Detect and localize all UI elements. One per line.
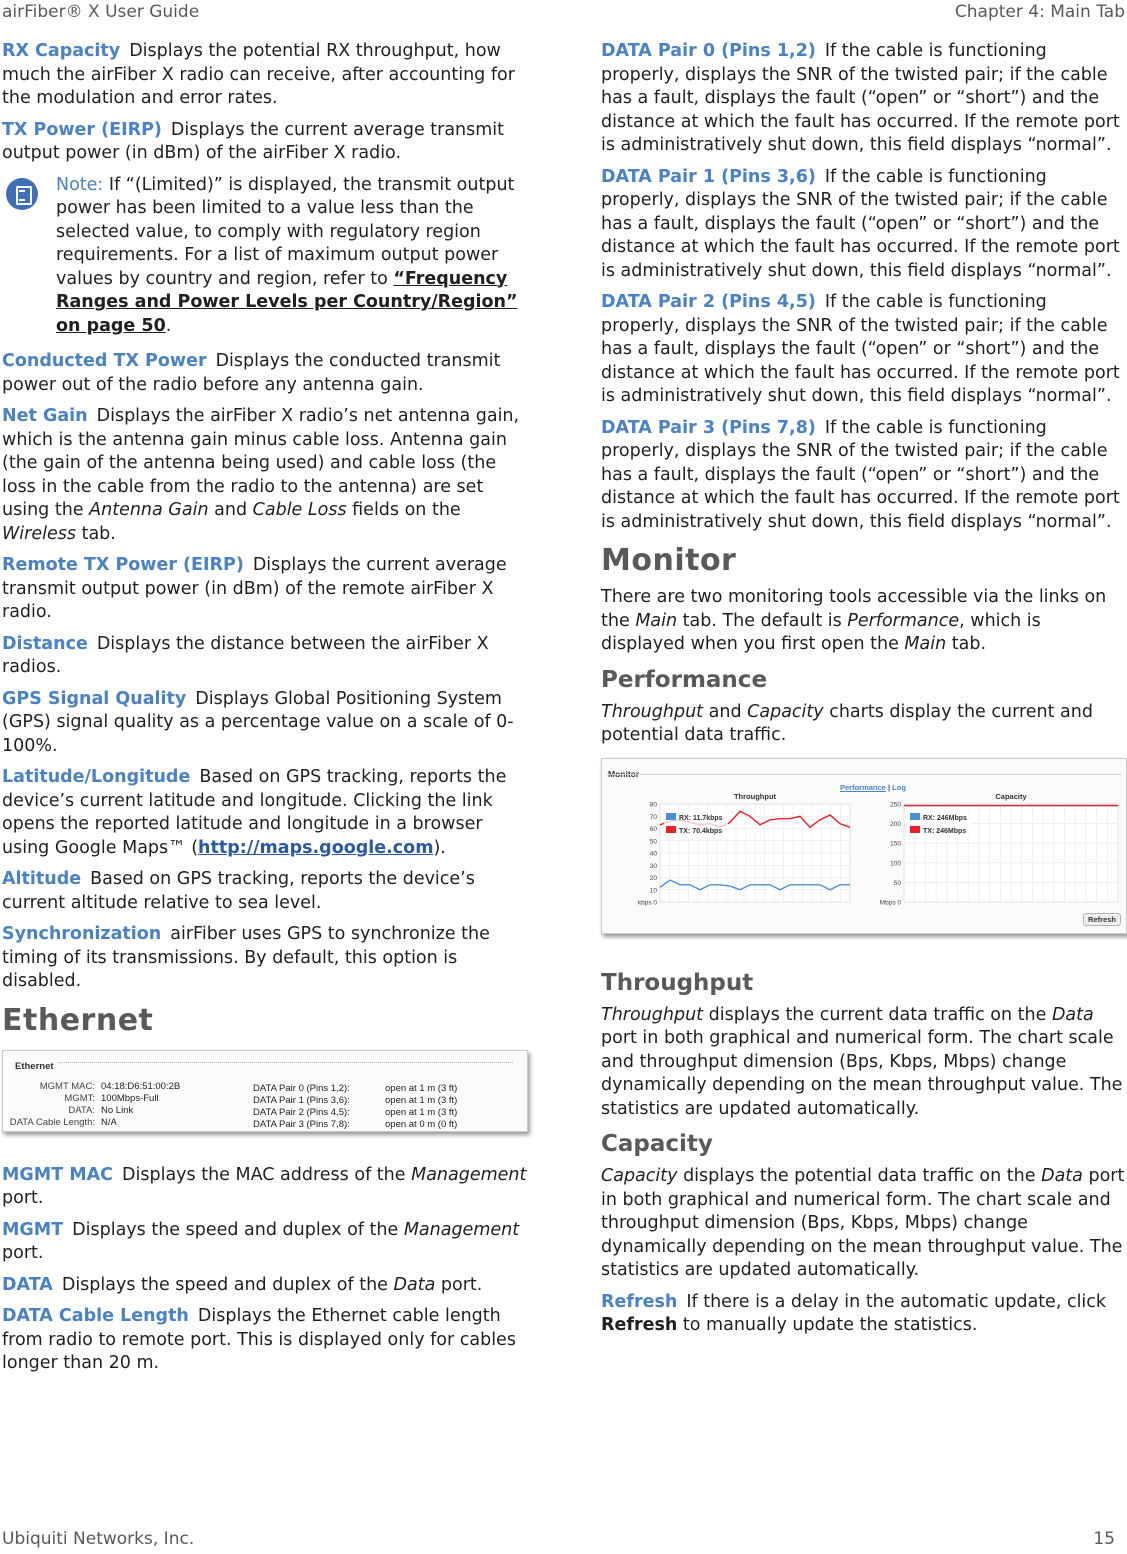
cable-length-term: DATA Cable Length bbox=[2, 1306, 189, 1326]
throughput-tick-label: 50 bbox=[649, 837, 657, 845]
data-text: Displays the speed and duplex of the bbox=[61, 1274, 388, 1295]
performance-intro bbox=[601, 701, 1125, 748]
tab-log[interactable]: Log bbox=[892, 782, 906, 792]
data-pair-0-text: If the cable is functioning properly, displays the SNR of the twisted pair; if the cable has a fault, displays the fault (“open” or “short”) and the distance at which the fault has occurred. If the remote port is administratively shut down, this field displays “normal”. bbox=[601, 41, 1120, 155]
net-gain-text3: tab. bbox=[81, 523, 116, 544]
throughput-chart-title: Throughput bbox=[733, 791, 777, 801]
synchronization-term: Synchronization bbox=[2, 924, 162, 944]
throughput-tick-label: 20 bbox=[649, 874, 657, 882]
tx-power-text: Displays the current average transmit output power (in dBm) of the airFiber X radio. bbox=[2, 119, 505, 163]
mgmt-text: Displays the speed and duplex of the bbox=[72, 1219, 399, 1240]
note-icon bbox=[6, 178, 38, 210]
gps-quality-text: Displays Global Positioning System (GPS) signal quality as a percentage value on a scale of 0-100%. bbox=[2, 688, 514, 756]
remote-tx-entry bbox=[2, 554, 527, 625]
eth-row-mgmt bbox=[3, 1093, 243, 1104]
eth-value: No Link bbox=[101, 1104, 134, 1116]
capacity-tick-label: 200 bbox=[890, 820, 901, 828]
refresh-text2: to manually update the statistics. bbox=[682, 1315, 978, 1335]
eth-row-mgmt-mac bbox=[3, 1081, 243, 1092]
throughput-desc bbox=[601, 1004, 1125, 1122]
mgmt-mac-text: Displays the MAC address of the bbox=[122, 1164, 406, 1185]
eth-value: open at 1 m (3 ft) bbox=[385, 1082, 458, 1094]
eth-value: open at 1 m (3 ft) bbox=[385, 1106, 458, 1118]
conducted-tx-text: Displays the conducted transmit power out of the radio before any antenna gain. bbox=[2, 351, 501, 395]
distance-term: Distance bbox=[2, 633, 88, 654]
data-pair-2-term: DATA Pair 2 (Pins 4,5) bbox=[601, 292, 816, 312]
eth-label: MGMT: bbox=[64, 1092, 95, 1104]
conducted-tx-entry bbox=[2, 350, 527, 397]
refresh-text: If there is a delay in the automatic update, click bbox=[686, 1291, 1107, 1312]
throughput-legend-swatch-rx bbox=[666, 813, 676, 820]
eth-label: DATA Cable Length: bbox=[9, 1116, 95, 1128]
mgmt-mac-term: MGMT MAC bbox=[2, 1164, 114, 1185]
monitor-intro-text2: tab. The default is bbox=[682, 610, 842, 631]
eth-value: 04:18:D6:51:00:2B bbox=[101, 1080, 181, 1092]
tab-separator: | bbox=[887, 782, 891, 792]
capacity-desc bbox=[601, 1165, 1125, 1283]
data-pair-3-text: If the cable is functioning properly, displays the SNR of the twisted pair; if the cable has a fault, displays the fault (“open” or “short”) and the distance at which the fault has occurred. If the remote port is administratively shut down, this field displays “normal”. bbox=[601, 417, 1120, 532]
capacity-tick-label: 100 bbox=[890, 859, 901, 867]
performance-charts bbox=[602, 759, 1127, 935]
eth-row-pair-2 bbox=[253, 1107, 523, 1118]
main-tab-ref: Main bbox=[904, 634, 947, 654]
refresh-term: Refresh bbox=[601, 1291, 678, 1312]
altitude-text: Based on GPS tracking, reports the device’s current altitude relative to sea level. bbox=[2, 869, 475, 913]
eth-row-cable-length bbox=[3, 1117, 243, 1128]
eth-label: DATA Pair 3 (Pins 7,8): bbox=[253, 1118, 350, 1130]
throughput-legend-swatch-tx bbox=[666, 826, 676, 833]
refresh-button-ref: Refresh bbox=[601, 1315, 678, 1335]
eth-label: DATA Pair 2 (Pins 4,5): bbox=[253, 1106, 350, 1118]
mgmt-mac-end: port. bbox=[2, 1188, 44, 1208]
eth-row-data bbox=[3, 1105, 243, 1116]
capacity-tick-label: 50 bbox=[893, 879, 901, 887]
throughput-tick-label: 60 bbox=[649, 825, 657, 833]
throughput-tick-label: 30 bbox=[649, 862, 657, 870]
lat-long-end: ). bbox=[433, 837, 446, 858]
lat-long-entry bbox=[2, 766, 527, 860]
eth-label: MGMT MAC: bbox=[39, 1080, 95, 1092]
conducted-tx-term: Conducted TX Power bbox=[2, 351, 207, 371]
data-port-ref: Data bbox=[393, 1274, 436, 1295]
data-pair-1-text: If the cable is functioning properly, displays the SNR of the twisted pair; if the cable has a fault, displays the fault (“open” or “short”) and the distance at which the fault has occurred. If the remote port is administratively shut down, this field displays “normal”. bbox=[601, 166, 1120, 281]
footer-page-number: 15 bbox=[1093, 1529, 1115, 1549]
eth-label: DATA: bbox=[68, 1104, 95, 1116]
eth-label: DATA Pair 0 (Pins 1,2): bbox=[253, 1082, 350, 1094]
capacity-legend-swatch-rx bbox=[910, 813, 920, 820]
data-end: port. bbox=[440, 1274, 483, 1295]
throughput-tick-label: 70 bbox=[649, 813, 657, 821]
synchronization-entry bbox=[2, 923, 527, 994]
net-gain-text: Displays the airFiber X radio’s net antenna gain, which is the antenna gain minus cable loss. Antenna gain (the gain of the antenna being used) and cable loss (the loss in the cable from the radio to the antenna) are set using the bbox=[2, 406, 520, 520]
management-port-ref: Management bbox=[403, 1219, 520, 1240]
tx-power-entry bbox=[2, 119, 527, 166]
data-pair-3-term: DATA Pair 3 (Pins 7,8) bbox=[601, 417, 816, 438]
header-guide-title: airFiber® X User Guide bbox=[2, 2, 200, 22]
lat-long-term: Latitude/Longitude bbox=[2, 767, 191, 787]
gps-quality-entry bbox=[2, 688, 527, 759]
monitor-intro-text: There are two monitoring tools accessible via the links on the bbox=[601, 587, 1107, 631]
cable-length-text: Displays the Ethernet cable length from radio to remote port. This is displayed only for cables longer than 20 m. bbox=[2, 1306, 516, 1373]
data-pair-2-entry bbox=[601, 291, 1125, 409]
antenna-gain-field-ref: Antenna Gain bbox=[89, 500, 209, 520]
throughput-tick-label: 40 bbox=[649, 850, 657, 857]
mgmt-end: port. bbox=[2, 1243, 44, 1263]
capacity-tick-label: Mbps 0 bbox=[879, 899, 901, 906]
throughput-text2: port in both graphical and numerical form. The chart scale and throughput dimension (Bps, Kbps, Mbps) change dynamically depending on the mean throughput value. The statistics are updated automatically. bbox=[601, 1028, 1123, 1119]
capacity-term: Capacity bbox=[601, 1166, 678, 1186]
synchronization-text: airFiber uses GPS to synchronize the timing of its transmissions. By default, this option is disabled. bbox=[2, 924, 490, 991]
eth-row-pair-0 bbox=[253, 1083, 523, 1094]
capacity-text2: port in both graphical and numerical form. The chart scale and throughput dimension (Bps, Kbps, Mbps) change dynamically depending on the mean throughput value. The statistics are updated automatically. bbox=[601, 1166, 1125, 1280]
cable-length-entry bbox=[2, 1305, 527, 1376]
monitor-heading: Monitor bbox=[601, 543, 737, 578]
throughput-tick-label: 80 bbox=[649, 801, 657, 808]
monitor-intro-text3: , which is displayed when you first open the bbox=[601, 610, 1041, 654]
note-box bbox=[2, 174, 527, 339]
mgmt-term: MGMT bbox=[2, 1219, 64, 1240]
rx-capacity-term: RX Capacity bbox=[2, 41, 121, 61]
ethernet-panel-title: Ethernet bbox=[15, 1060, 54, 1072]
throughput-heading: Throughput bbox=[601, 969, 754, 996]
left-column bbox=[2, 40, 527, 1384]
management-port-ref: Management bbox=[411, 1164, 527, 1185]
data-entry bbox=[2, 1274, 527, 1298]
wireless-tab-ref: Wireless bbox=[2, 523, 76, 544]
mgmt-entry bbox=[2, 1219, 527, 1266]
header-chapter-title: Chapter 4: Main Tab bbox=[954, 2, 1125, 22]
capacity-legend-swatch-tx bbox=[910, 826, 920, 833]
note-end: . bbox=[165, 315, 172, 336]
main-tab-ref: Main bbox=[635, 610, 678, 631]
rx-capacity-entry bbox=[2, 40, 527, 111]
data-pair-1-entry bbox=[601, 166, 1125, 284]
data-pair-3-entry bbox=[601, 417, 1125, 535]
capacity-text: displays the potential data traffic on the bbox=[683, 1166, 1036, 1186]
data-port-ref: Data bbox=[1041, 1166, 1083, 1186]
throughput-tick-label: 10 bbox=[649, 886, 657, 894]
performance-heading: Performance bbox=[601, 666, 768, 693]
capacity-legend-label-tx: TX: 246Mbps bbox=[923, 827, 967, 835]
throughput-legend-label-tx: TX: 70.4kbps bbox=[679, 827, 723, 835]
note-text: If “(Limited)” is displayed, the transmit output power has been limited to a value less than the selected value, to comply with regulatory region requirements. For a list of maximum output power values by country and region, refer to bbox=[56, 174, 515, 289]
capacity-ref: Capacity bbox=[747, 701, 824, 722]
ethernet-panel-divider bbox=[59, 1062, 513, 1063]
net-gain-text2: fields on the bbox=[352, 500, 461, 520]
performance-intro-text: charts display the current and potential data traffic. bbox=[601, 701, 1093, 745]
ethernet-heading: Ethernet bbox=[2, 1002, 154, 1038]
performance-and: and bbox=[708, 701, 742, 722]
remote-tx-text: Displays the current average transmit output power (in dBm) of the remote airFiber X radio. bbox=[2, 555, 507, 622]
throughput-ref: Throughput bbox=[601, 701, 704, 722]
rx-capacity-text: Displays the potential RX throughput, how much the airFiber X radio can receive, after accounting for the modulation and error rates. bbox=[2, 41, 515, 108]
eth-value: N/A bbox=[101, 1116, 117, 1128]
eth-value: open at 0 m (0 ft) bbox=[385, 1118, 458, 1130]
capacity-legend-label-rx: RX: 246Mbps bbox=[923, 814, 967, 822]
eth-value: open at 1 m (3 ft) bbox=[385, 1094, 458, 1106]
net-gain-and: and bbox=[214, 500, 248, 520]
refresh-entry bbox=[601, 1291, 1125, 1338]
distance-text: Displays the distance between the airFiber X radios. bbox=[2, 633, 489, 677]
google-maps-link[interactable]: http://maps.google.com bbox=[198, 837, 434, 858]
right-column bbox=[601, 40, 1125, 1346]
eth-row-pair-1 bbox=[253, 1095, 523, 1106]
eth-value: 100Mbps-Full bbox=[101, 1092, 159, 1104]
throughput-term: Throughput bbox=[601, 1004, 704, 1025]
throughput-legend-label-rx: RX: 11.7kbps bbox=[679, 814, 723, 822]
throughput-tick-label: kbps 0 bbox=[637, 899, 657, 906]
refresh-button[interactable]: Refresh bbox=[1083, 913, 1121, 926]
monitor-intro-text4: tab. bbox=[951, 634, 987, 654]
eth-label: DATA Pair 1 (Pins 3,6): bbox=[253, 1094, 350, 1106]
cable-loss-field-ref: Cable Loss bbox=[252, 500, 347, 520]
remote-tx-term: Remote TX Power (EIRP) bbox=[2, 555, 244, 575]
data-pair-2-text: If the cable is functioning properly, displays the SNR of the twisted pair; if the cable has a fault, displays the fault (“open” or “short”) and the distance at which the fault has occurred. If the remote port is administratively shut down, this field displays “normal”. bbox=[601, 292, 1120, 406]
data-term: DATA bbox=[2, 1274, 53, 1295]
note-label: Note: bbox=[56, 174, 104, 195]
altitude-term: Altitude bbox=[2, 869, 82, 889]
capacity-chart-title: Capacity bbox=[995, 791, 1027, 801]
tx-power-term: TX Power (EIRP) bbox=[2, 119, 162, 140]
note-cross-reference-link[interactable]: “Frequency Ranges and Power Levels per Country/Region” on page 50 bbox=[56, 268, 518, 336]
capacity-tick-label: 150 bbox=[890, 840, 901, 848]
monitor-panel-title: Monitor bbox=[608, 768, 640, 779]
distance-entry bbox=[2, 633, 527, 680]
data-pair-1-term: DATA Pair 1 (Pins 3,6) bbox=[601, 166, 816, 187]
capacity-tick-label: 250 bbox=[890, 801, 901, 808]
performance-ref: Performance bbox=[847, 610, 960, 631]
monitor-intro bbox=[601, 586, 1125, 657]
eth-row-pair-3 bbox=[253, 1119, 523, 1130]
mgmt-mac-entry bbox=[2, 1164, 527, 1211]
monitor-screenshot bbox=[601, 758, 1127, 934]
ethernet-screenshot bbox=[2, 1050, 528, 1132]
footer-company: Ubiquiti Networks, Inc. bbox=[2, 1529, 195, 1549]
gps-quality-term: GPS Signal Quality bbox=[2, 688, 187, 709]
tab-performance[interactable]: Performance bbox=[840, 782, 886, 792]
capacity-heading: Capacity bbox=[601, 1131, 713, 1157]
lat-long-text: Based on GPS tracking, reports the device’s current latitude and longitude. Clicking the link opens the reported latitude and longitude in a browser using Google Maps™ ( bbox=[2, 767, 507, 858]
net-gain-entry bbox=[2, 405, 527, 546]
data-port-ref: Data bbox=[1051, 1004, 1094, 1025]
data-pair-0-term: DATA Pair 0 (Pins 1,2) bbox=[601, 41, 816, 61]
throughput-text: displays the current data traffic on the bbox=[708, 1004, 1047, 1025]
data-pair-0-entry bbox=[601, 40, 1125, 158]
altitude-entry bbox=[2, 868, 527, 915]
net-gain-term: Net Gain bbox=[2, 406, 88, 426]
